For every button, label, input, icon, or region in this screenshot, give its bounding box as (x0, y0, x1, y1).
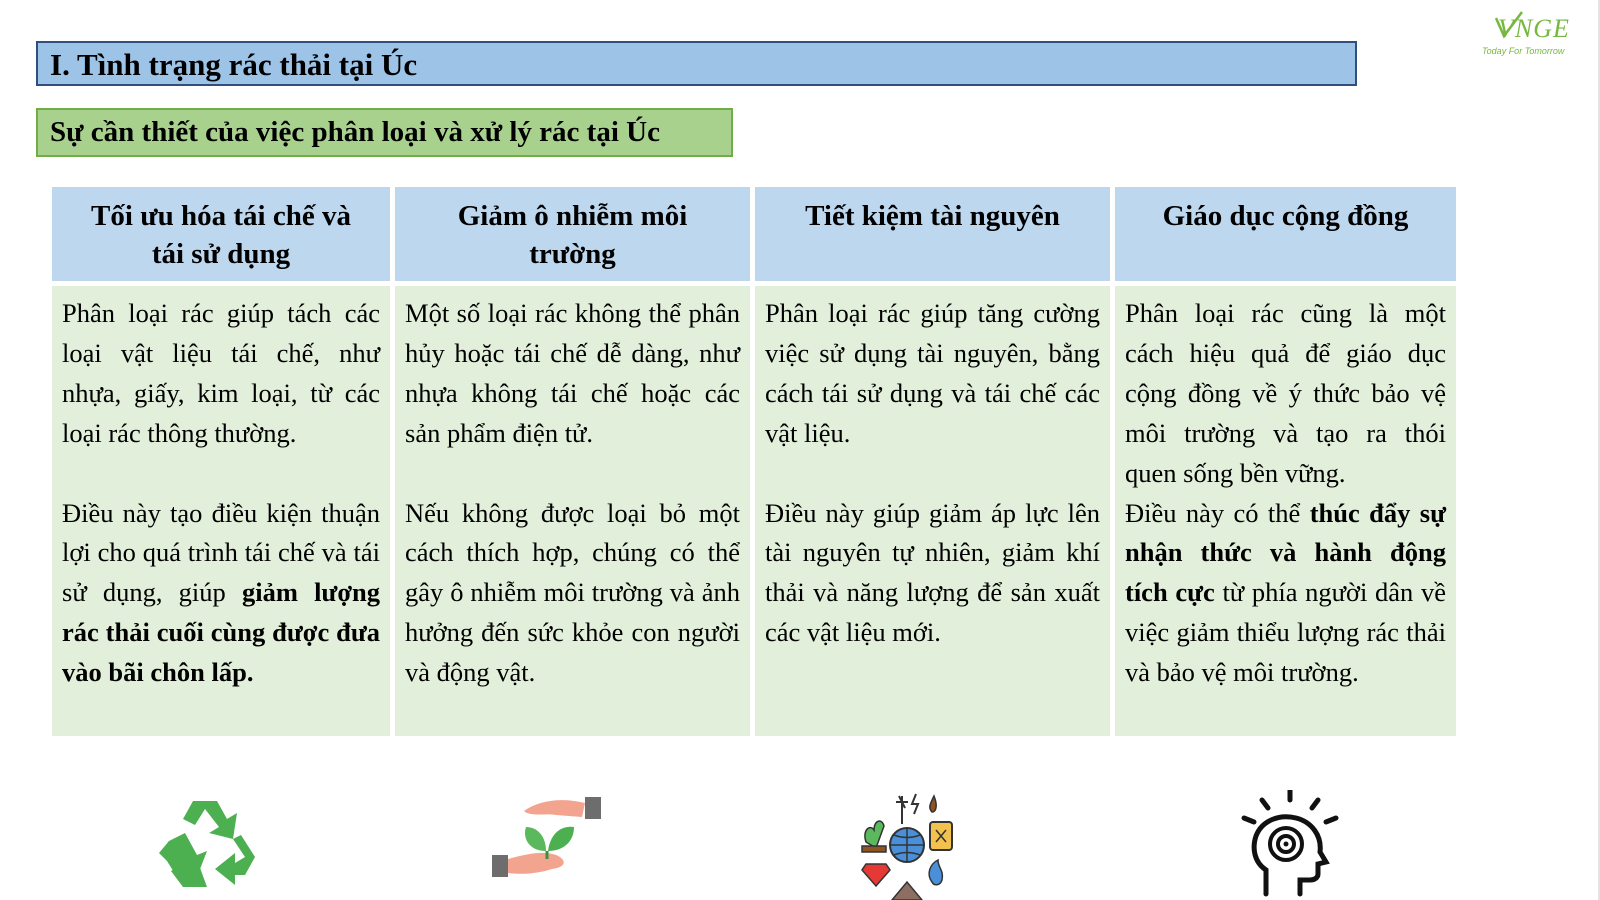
natural-resources-icon (852, 790, 962, 900)
head-idea-icon (1240, 790, 1340, 900)
brand-logo (1480, 8, 1592, 60)
logo-brand-text: VNGE (1498, 14, 1570, 43)
benefits-table (52, 187, 1456, 736)
column-resources (755, 187, 1110, 736)
hands-plant-icon (490, 795, 605, 885)
page-title: I. Tình trạng rác thải tại Úc (36, 41, 1357, 86)
column-body (755, 286, 1110, 736)
logo-tagline: Today For Tomorrow (1482, 46, 1565, 56)
column-recycling (52, 187, 390, 736)
column-heading: Tối ưu hóa tái chế và tái sử dụng (52, 187, 390, 281)
paragraph: Điều này giúp giảm áp lực lên tài nguyên tự nhiên, giảm khí thải và năng lượng để sản xuất các vật liệu mới. (765, 497, 1100, 648)
paragraph: Phân loại rác cũng là một cách hiệu quả để giáo dục cộng đồng về ý thức bảo vệ môi trường và tạo ra thói quen sống bền vững. (1125, 298, 1446, 488)
paragraph: Phân loại rác giúp tách các loại vật liệu tái chế, như nhựa, giấy, kim loại, từ các loại rác thông thường. (62, 298, 380, 448)
paragraph: Một số loại rác không thể phân hủy hoặc tái chế dễ dàng, như nhựa không tái chế hoặc các sản phẩm điện tử. (405, 298, 740, 448)
paragraph: Phân loại rác giúp tăng cường việc sử dụng tài nguyên, bằng cách tái sử dụng và tái chế các vật liệu. (765, 298, 1100, 448)
column-body (1115, 286, 1456, 736)
recycle-icon (155, 795, 259, 891)
column-body (52, 286, 390, 736)
column-heading: Giáo dục cộng đồng (1115, 187, 1456, 281)
paragraph-text: Điều này có thể (1125, 497, 1310, 528)
paragraph-text: Điều này tạo điều kiện thuận lợi cho quá trình tái chế và tái sử dụng, giúp (62, 497, 380, 608)
column-heading: Giảm ô nhiễm môi trường (395, 187, 750, 281)
paragraph (62, 494, 380, 694)
column-education (1115, 187, 1456, 736)
column-body (395, 286, 750, 736)
column-heading: Tiết kiệm tài nguyên (755, 187, 1110, 281)
paragraph (1125, 494, 1446, 694)
section-subtitle: Sự cần thiết của việc phân loại và xử lý rác tại Úc (36, 108, 733, 157)
paragraph: Nếu không được loại bỏ một cách thích hợp, chúng có thể gây ô nhiễm môi trường và ảnh hưởng đến sức khỏe con người và động vật. (405, 497, 740, 688)
column-pollution (395, 187, 750, 736)
paragraph-emphasis: giảm lượng rác thải cuối cùng được đưa vào bãi chôn lấp. (62, 577, 380, 688)
paragraph-text: từ phía người dân về việc giảm thiểu lượng rác thải và bảo vệ môi trường. (1125, 577, 1446, 688)
paragraph-emphasis: thúc đẩy sự nhận thức và hành động tích cực (1125, 497, 1446, 608)
